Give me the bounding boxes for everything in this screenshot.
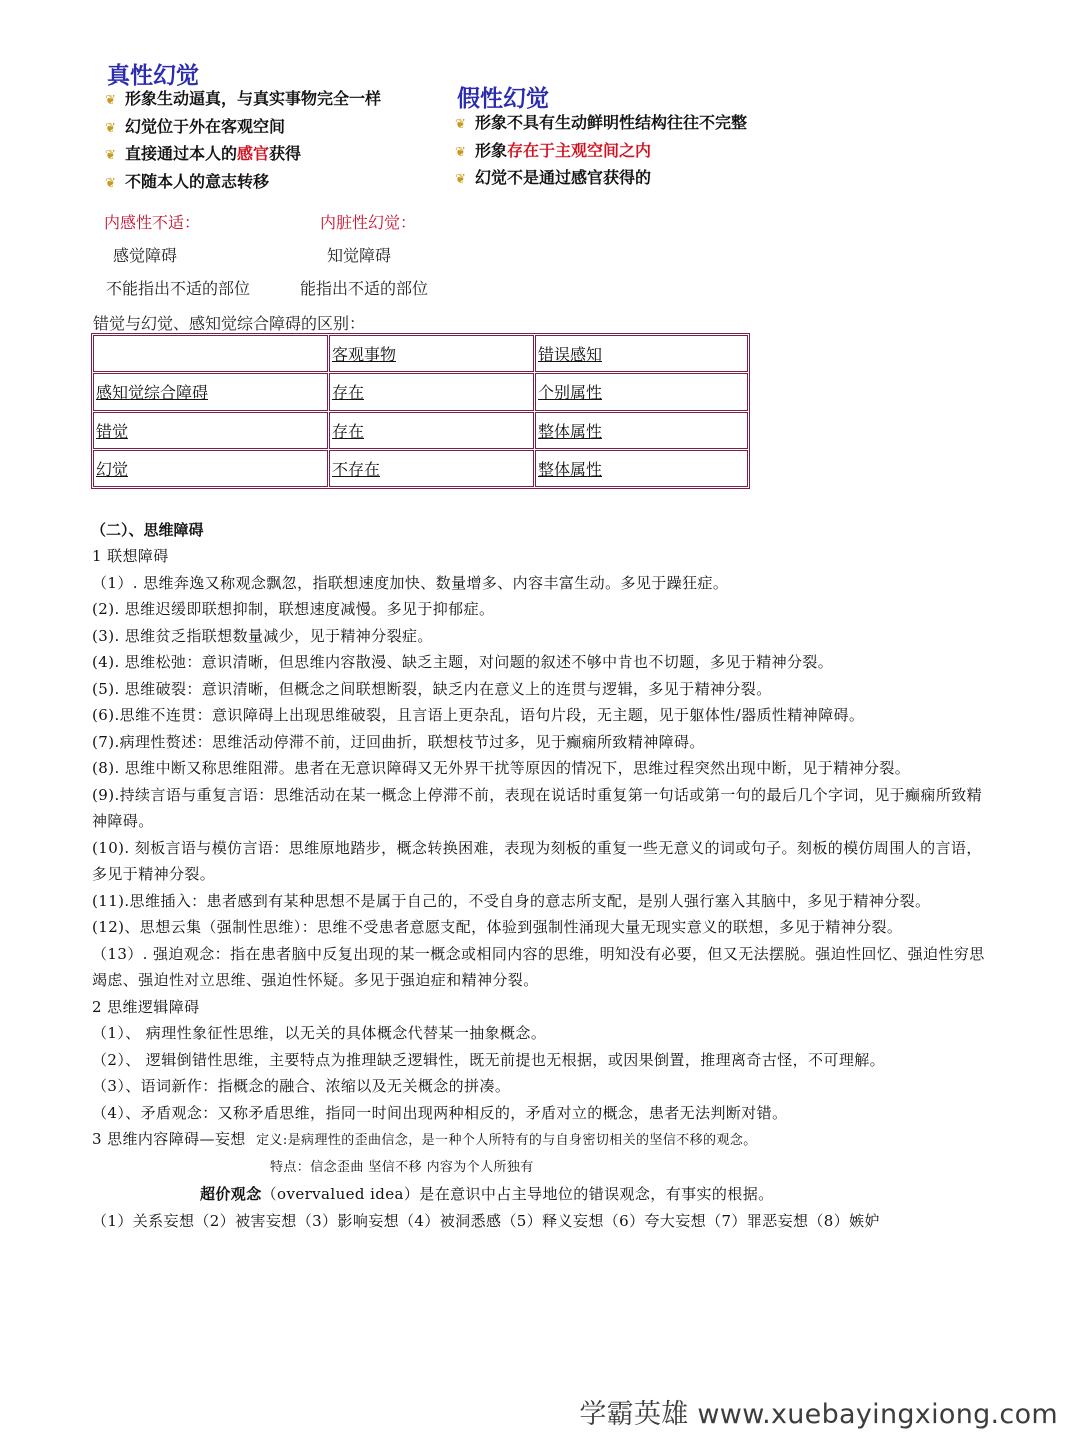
true-hallucination-title: 真性幻觉 — [107, 63, 199, 89]
paragraph: (11).思维插入：患者感到有某种思想不是属于自己的，不受自身的意志所支配，是别人强行塞入其脑中，多见于精神分裂。 — [92, 891, 931, 910]
internal-discomfort-title: 内感性不适： — [104, 213, 201, 232]
table-cell: 个别属性 — [535, 373, 748, 410]
paragraph: （4）、矛盾观念：又称矛盾思维，指同一时间出现两种相反的，矛盾对立的概念，患者无法判断对错。 — [92, 1103, 788, 1122]
table-caption: 错觉与幻觉、感知觉综合障碍的区别： — [93, 314, 366, 333]
perceptual-disorder: 知觉障碍 — [327, 246, 392, 265]
delusion-definition: 定义:是病理性的歪曲信念，是一种个人所特有的与自身密切相关的坚信不移的观念。 — [256, 1133, 757, 1148]
paragraph: (3). 思维贫乏指联想数量减少，见于精神分裂症。 — [92, 626, 433, 645]
cannot-locate: 不能指出不适的部位 — [106, 279, 251, 298]
paragraph: (7).病理性赘述：思维活动停滞不前，迂回曲折，联想枝节过多，见于癫痫所致精神障碍。 — [92, 732, 705, 751]
table-cell: 幻觉 — [93, 450, 328, 487]
paragraph: （2）、 逻辑倒错性思维，主要特点为推理缺乏逻辑性，既无前提也无根据，或因果倒置，推理离奇古怪，不可理解。 — [92, 1050, 886, 1069]
table-cell: 整体属性 — [535, 412, 748, 449]
table-row — [93, 412, 748, 449]
paragraph: (10). 刻板言语与模仿言语：思维原地踏步，概念转换困难，表现为刻板的重复一些无意义的词或句子。刻板的模仿周围人的言语，多见于精神分裂。 — [92, 838, 982, 883]
paragraph: (8). 思维中断又称思维阻滞。患者在无意识障碍又无外界干扰等原因的情况下，思维过程突然出现中断，见于精神分裂。 — [92, 759, 911, 777]
can-locate: 能指出不适的部位 — [300, 279, 429, 298]
visceral-hallucination-title: 内脏性幻觉： — [320, 213, 417, 232]
paragraph: (5). 思维破裂：意识清晰，但概念之间联想断裂，缺乏内在意义上的连贯与逻辑，多见于精神分裂。 — [92, 679, 772, 698]
table-row — [93, 373, 748, 410]
sensory-disorder: 感觉障碍 — [113, 246, 178, 265]
paragraph: （13）. 强迫观念：指在患者脑中反复出现的某一概念或相同内容的思维，明知没有必要，但又无法摆脱。强迫性回忆、强迫性穷思竭虑、强迫性对立思维、强迫性怀疑。多见于强迫症和精神分裂。 — [92, 944, 985, 989]
paragraph: （1）. 思维奔逸又称观念飘忽，指联想速度加快、数量增多、内容丰富生动。多见于躁狂症。 — [92, 573, 729, 592]
bullet-icon: ❦ — [105, 175, 116, 191]
table-row — [93, 450, 748, 487]
subsection-title: 3 思维内容障碍—妄想 — [92, 1130, 246, 1148]
table-cell: 不存在 — [329, 450, 534, 487]
list-item: ❦ 幻觉不是通过感官获得的 — [455, 165, 747, 193]
list-item: ❦ 直接通过本人的感官获得 — [105, 141, 381, 169]
table-cell: 感知觉综合障碍 — [93, 373, 328, 410]
thinking-body — [92, 543, 992, 1234]
overvalued-idea: 超价观念（overvalued idea）是在意识中占主导地位的错误观念，有事实的根据。 — [200, 1185, 774, 1203]
paragraph: (4). 思维松弛：意识清晰，但思维内容散漫、缺乏主题，对问题的叙述不够中肯也不切题，多见于精神分裂。 — [92, 653, 834, 671]
list-item: ❦ 形象生动逼真，与真实事物完全一样 — [105, 86, 381, 114]
table-cell: 存在 — [329, 412, 534, 449]
paragraph: (2). 思维迟缓即联想抑制，联想速度减慢。多见于抑郁症。 — [92, 600, 495, 618]
section-title: （二）、思维障碍 — [91, 521, 204, 539]
table-cell: 整体属性 — [535, 450, 748, 487]
watermark: 学霸英雄 www.xuebayingxiong.com — [579, 1399, 1058, 1430]
bullet-icon: ❦ — [455, 144, 466, 160]
bullet-icon: ❦ — [105, 93, 116, 108]
delusion-heading — [92, 1126, 992, 1155]
bullet-icon: ❦ — [455, 172, 466, 187]
overvalued-term: 超价观念 — [200, 1185, 262, 1203]
paragraph: (12)、思想云集（强制性思维）：思维不受患者意愿支配，体验到强制性涌现大量无现实意义的联想，多见于精神分裂。 — [92, 918, 903, 936]
list-item: ❦ 幻觉位于外在客观空间 — [105, 114, 381, 142]
paragraph: (6).思维不连贯：意识障碍上出现思维破裂，且言语上更杂乱，语句片段，无主题，见于躯体性/器质性精神障碍。 — [92, 706, 865, 724]
table-cell: 存在 — [329, 373, 534, 410]
list-item: ❦ 形象不具有生动鲜明性结构往往不完整 — [455, 110, 747, 138]
comparison-table — [91, 333, 750, 489]
paragraph: （1）、 病理性象征性思维，以无关的具体概念代替某一抽象概念。 — [92, 1024, 547, 1042]
subsection-title: 1 联想障碍 — [92, 547, 169, 565]
paragraph: (9).持续言语与重复言语：思维活动在某一概念上停滞不前，表现在说话时重复第一句话或第一句的最后几个字词，见于癫痫所致精神障碍。 — [92, 785, 983, 830]
bullet-icon: ❦ — [105, 120, 116, 136]
table-header-cell: 客观事物 — [329, 335, 534, 372]
bullet-icon: ❦ — [455, 117, 466, 132]
paragraph: （3）、语词新作：指概念的融合、浓缩以及无关概念的拼凑。 — [92, 1077, 511, 1095]
list-item: ❦ 形象存在于主观空间之内 — [455, 138, 747, 166]
pseudo-hallucination-title: 假性幻觉 — [457, 86, 549, 112]
table-header-cell — [93, 335, 328, 372]
bullet-icon: ❦ — [105, 148, 116, 163]
true-hallucination-list — [105, 86, 381, 196]
table-cell: 错觉 — [93, 412, 328, 449]
subsection-title: 2 思维逻辑障碍 — [92, 997, 200, 1016]
pseudo-hallucination-list — [455, 110, 747, 193]
table-header-row — [93, 335, 748, 372]
delusion-features: 特点：信念歪曲 坚信不移 内容为个人所独有 — [270, 1159, 534, 1175]
table-header-cell: 错误感知 — [535, 335, 748, 372]
list-item: ❦ 不随本人的意志转移 — [105, 169, 381, 197]
delusion-types: （1）关系妄想（2）被害妄想（3）影响妄想（4）被洞悉感（5）释义妄想（6）夸大妄想（7）罪恶妄想（8）嫉妒 — [92, 1211, 880, 1230]
